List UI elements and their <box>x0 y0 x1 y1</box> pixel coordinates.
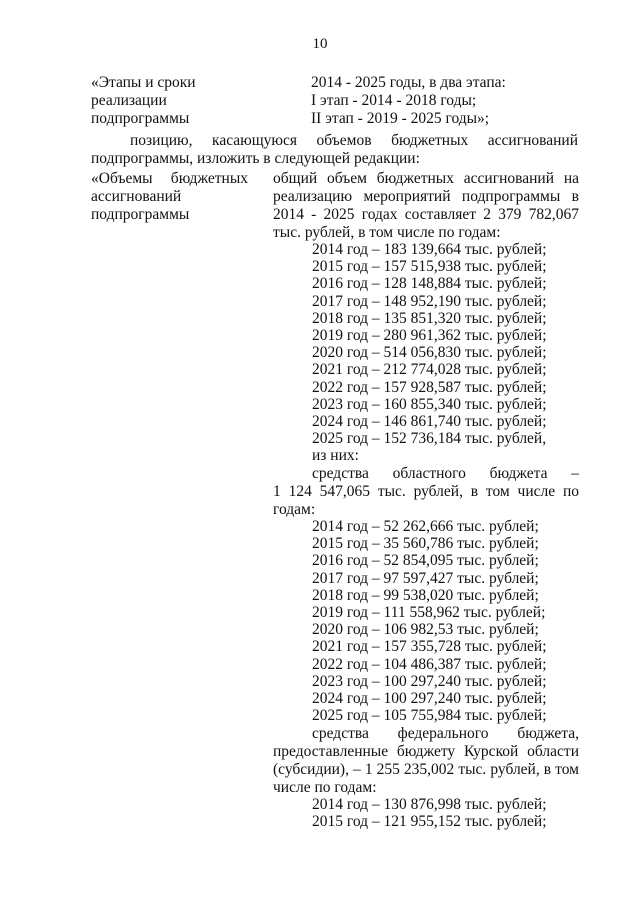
list-item: 2023 год – 100 297,240 тыс. рублей; <box>312 672 547 690</box>
list-item: 2017 год – 148 952,190 тыс. рублей; <box>312 292 547 310</box>
list-item: 2024 год – 146 861,740 тыс. рублей; <box>312 412 547 430</box>
list-item: 2019 год – 111 558,962 тыс. рублей; <box>312 603 546 621</box>
stages-value-line: I этап - 2014 - 2018 годы; <box>311 92 477 109</box>
regional-line: 1 124 547,065 тыс. рублей, в том числе по <box>273 483 579 500</box>
volumes-label <box>91 170 248 224</box>
instruction-line-2: подпрограммы, изложить в следующей редакции: <box>91 150 420 167</box>
list-item: 2015 год – 121 955,152 тыс. рублей; <box>312 813 547 831</box>
list-item: 2014 год – 52 262,666 тыс. рублей; <box>312 518 539 535</box>
intro-line: 2014 - 2025 годах составляет 2 379 782,067 <box>273 206 579 223</box>
total-by-year-list <box>312 241 547 464</box>
regional-line: средства областного бюджета – <box>312 465 579 482</box>
list-item: 2018 год – 135 851,320 тыс. рублей; <box>312 309 547 327</box>
list-item: 2016 год – 128 148,884 тыс. рублей; <box>312 275 547 293</box>
stages-value <box>311 74 506 128</box>
instruction-word: ассигнований <box>487 132 578 149</box>
volumes-label-line: подпрограммы <box>91 206 190 223</box>
list-item: 2019 год – 280 961,362 тыс. рублей; <box>312 326 547 344</box>
list-item: 2017 год – 97 597,427 тыс. рублей; <box>312 569 539 587</box>
stages-label-line: подпрограммы <box>91 110 190 127</box>
list-item: 2018 год – 99 538,020 тыс. рублей; <box>312 586 539 604</box>
stages-label-line: реализации <box>91 92 167 109</box>
list-item: 2025 год – 152 736,184 тыс. рублей, <box>312 430 547 448</box>
list-item: 2022 год – 104 486,387 тыс. рублей; <box>312 655 547 673</box>
list-item: 2020 год – 106 982,53 тыс. рублей; <box>312 621 539 639</box>
list-item: 2016 год – 52 854,095 тыс. рублей; <box>312 552 539 570</box>
list-item: 2014 год – 130 876,998 тыс. рублей; <box>312 796 547 813</box>
intro-line: реализацию мероприятий подпрограммы в <box>273 188 579 205</box>
list-item: 2014 год – 183 139,664 тыс. рублей; <box>312 241 547 258</box>
stages-label <box>91 74 196 128</box>
page-number: 10 <box>312 36 328 52</box>
list-item: 2021 год – 212 774,028 тыс. рублей; <box>312 361 547 379</box>
federal-line: числе по годам: <box>273 779 377 796</box>
instruction-word: бюджетных <box>391 132 469 149</box>
volumes-label-line: ассигнований <box>91 188 182 205</box>
stages-value-line: 2014 - 2025 годы, в два этапа: <box>311 74 506 91</box>
instruction-word: объемов <box>316 132 372 149</box>
list-item: 2025 год – 105 755,984 тыс. рублей; <box>312 707 547 725</box>
instruction-word: касающуюся <box>212 132 298 149</box>
intro-line: тыс. рублей, в том числе по годам: <box>273 224 501 241</box>
list-item: 2023 год – 160 855,340 тыс. рублей; <box>312 395 547 413</box>
stages-label-line: «Этапы и сроки <box>91 74 196 91</box>
list-item: 2022 год – 157 928,587 тыс. рублей; <box>312 378 547 396</box>
of-them-label: из них: <box>312 447 359 465</box>
list-item: 2015 год – 157 515,938 тыс. рублей; <box>312 258 547 276</box>
list-item: 2021 год – 157 355,728 тыс. рублей; <box>312 638 547 656</box>
intro-line: общий объем бюджетных ассигнований на <box>273 170 579 187</box>
regional-line: годам: <box>273 501 316 518</box>
regional-by-year-list <box>312 518 547 724</box>
stages-value-line: II этап - 2019 - 2025 годы»; <box>311 110 490 127</box>
instruction-word: позицию, <box>130 132 193 149</box>
federal-line: (субсидии), – 1 255 235,002 тыс. рублей, в том <box>273 761 579 778</box>
list-item: 2015 год – 35 560,786 тыс. рублей; <box>312 535 539 553</box>
volumes-label-line: «Объемы бюджетных <box>91 170 248 187</box>
list-item: 2024 год – 100 297,240 тыс. рублей; <box>312 689 547 707</box>
federal-line: предоставленные бюджету Курской области <box>273 743 579 760</box>
federal-by-year-list <box>312 796 547 830</box>
instruction-line-1 <box>130 132 578 150</box>
list-item: 2020 год – 514 056,830 тыс. рублей; <box>312 344 547 362</box>
federal-line: средства федерального бюджета, <box>312 725 579 742</box>
